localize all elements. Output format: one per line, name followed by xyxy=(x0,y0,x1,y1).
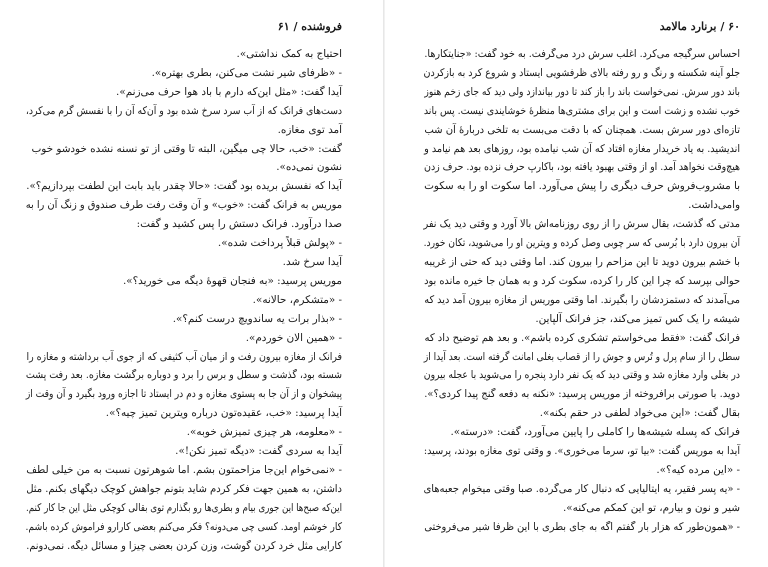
text-line: مدتی که گذشت، بقال سرش را از روی روزنامه‌اش بالا آورد و وقتی دید یک نفر xyxy=(423,218,740,231)
text-line: احساس سرگیجه می‌کرد. اغلب سرش درد می‌گرفت. به خود گفت: «جنایتکارها. xyxy=(424,48,740,60)
text-line: دوید. با صورتی برافروخته از موریس پرسید: «نکنه به دفعه گنج پیدا کردی؟». xyxy=(424,388,740,401)
text-line: آن بیرون دارد با بُرسی که سر چوبی وصل کرده و ویترین او را می‌شوید، تکان خورد. xyxy=(423,237,740,250)
text-line: خوب نشده و زشت است و این برای مشتری‌ها منظرهٔ خوشایندی نیست. پس باند xyxy=(423,104,740,117)
text-line: بقال گفت: «این می‌خواد لطفی در حقم بکنه». xyxy=(539,407,740,420)
text-line: شیشه را یک کس تمیز می‌کند، جز فرانک آلپاین. xyxy=(535,312,740,325)
text-line: تازه‌ای دور سرش بست. همچنان که با دقت می‌بست به تلخی دربارهٔ آن شب xyxy=(424,123,740,136)
right-page-body xyxy=(424,45,740,537)
text-line: این‌که صبح‌ها این جوری بیام و بطری‌ها رو بگذارم توی بقالی کوچکی مثل این جا کار کنم. xyxy=(26,501,342,514)
text-line: می‌آمدند که دستمزدشان را بگیرند. اما وقتی موریس از مغازه بیرون آمد دید که xyxy=(424,293,740,306)
text-line: اندیشید. به یاد خریدار مغازه افتاد که آن شب نیامده بود، روزهای بعد هم نیامد و xyxy=(424,142,740,155)
left-page-header: فروشنده / ۶۱ xyxy=(277,20,342,33)
text-line: در بغلی وارد مغازه شد و وقتی دید که یک نفر دارد پنجره را می‌شوید با عجله بیرون xyxy=(423,369,740,382)
text-line: با خشم بیرون دوید تا این مزاحم را بیرون کند. اما وقتی دید که حتی از غریبه xyxy=(423,255,740,268)
text-line: دست‌های فرانک که از آب سرد سرخ شده بود و آن‌که آن را با نفسش گرم می‌کرد، xyxy=(25,104,342,117)
text-line: شیر و نون و بیارم، تو این کمکم می‌کنه». xyxy=(562,501,740,514)
text-line: - «ظرفای شیر نشت می‌کنن، بطری بهتره». xyxy=(151,66,342,79)
text-line: باند دور سرش. نمی‌خواست باند را باز کند تا دور بیاندازد ولی دید که جای زخم هنوز xyxy=(424,85,740,98)
text-line: - «نمی‌خوام این‌جا مزاحمتون بشم. اما شوهرتون نسبت به من خیلی لطف xyxy=(26,463,342,476)
text-line: - «یه پسر فقیر، یه ایتالیایی که دنبال کار می‌گرده. صبا وقتی میخوام جعبه‌های xyxy=(423,482,740,495)
text-line: موریس پرسید: «به فنجان قهوهٔ دیگه می خورید؟». xyxy=(122,274,342,287)
text-line: فرانک گفت: «فقط می‌خواستم تشکری کرده باشم». و بعد هم توضیح داد که xyxy=(424,331,740,344)
text-line: حوالی بپرسد که چرا این کار را کرده، سکوت کرد و به همان جا خیره مانده بود xyxy=(424,274,740,287)
text-line: - «همین الان خوردم». xyxy=(245,331,342,344)
text-line: گفت: «خب، حالا چی میگین، البته تا وقتی از تو نسنه نشده خودشو خوب xyxy=(31,142,342,155)
text-line: با مشروب‌فروش حرف دیگری را پیش می‌آورد. اما سکوت او را به سکوت xyxy=(424,180,740,193)
text-line: داشتن، به همین جهت فکر کردم شاید بتونم جواهش کوچک دیگهای بکنم. مثل xyxy=(26,482,342,495)
text-line: آیدا به سردی گفت: «دیگه تمیز نکن!». xyxy=(175,445,342,458)
text-line: - «معلومه، هر چیزی تمیزش خوبه». xyxy=(186,426,342,439)
text-line: - «این مرده کیه؟». xyxy=(656,463,740,476)
text-line: آیدا به موریس گفت: «بیا تو، سرما می‌خوری». و وقتی توی مغازه بودند، پرسید: xyxy=(423,445,740,458)
text-line: سطل را از سام پرل و تُرس و جوش را از قصاب بغلی امانت گرفته است. بعد آیدا از xyxy=(423,350,740,363)
right-page-header: ۶۰ / برنارد مالامد xyxy=(659,20,740,33)
left-page-body xyxy=(26,45,342,555)
text-line: آیدا سرخ شد. xyxy=(282,255,342,268)
text-line: نشون نمی‌ده». xyxy=(276,161,342,174)
text-line: - «بذار برات یه ساندویچ درست کنم؟». xyxy=(172,312,342,325)
text-line: - «همون‌طور که هزار بار گفتم اگه به جای بطری با این ظرفا شیر می‌فروختی xyxy=(424,520,740,533)
text-line: آیدا پرسید: «خب، عقیده‌تون درباره ویترین تمیز چیه؟». xyxy=(105,407,342,420)
text-line: پیشخوان و از آن جا به پستوی مغازه و دم در ایستاد تا اجازه ورود بگیرد و آن وقت از xyxy=(25,388,342,401)
text-line: صدا درآورد. فرانک دستش را پس کشید و گفت: xyxy=(136,218,342,231)
text-line: آیدا گفت: «مثل این‌که دارم با باد هوا حرف می‌زنم». xyxy=(116,85,342,98)
text-line: هیچ‌وقت نخواهد آمد. او از وقتی بهبود یافته بود، باکارپ حرف نزده بود. حرف زدن xyxy=(424,161,740,174)
text-line: آمد توی مغازه. xyxy=(277,123,342,136)
text-line: فرانک که پسله شیشه‌ها را کاملی را پایین می‌آورد، گفت: «درسته». xyxy=(450,426,740,439)
text-line: فرانک از مغازه بیرون رفت و از میان آب کثیفی که از جوی آب برداشته و مغازه را xyxy=(26,350,343,363)
text-line: - «پولش قبلاً پرداخت شده». xyxy=(217,237,342,250)
text-line: شسته بود، گذشت و سطل و برس را برد و دوباره برگشت مغازه. بعد رفت پشت xyxy=(25,369,343,382)
text-line: وامی‌داشت. xyxy=(688,199,740,212)
text-line: کارایی مثل خرد کردن گوشت، وزن کردن بعضی چیزا و مسائل دیگه. نمی‌دونم. xyxy=(26,539,342,552)
text-line: احتیاج به کمک نداشتی». xyxy=(236,48,342,60)
text-line: جلو آینه شکسته و رنگ و رو رفته بالای ظرفشویی ایستاد و شروع کرد به بازکردن xyxy=(423,66,740,79)
text-line: آیدا که نفسش بریده بود گفت: «حالا چقدر باید بابت این لطفت بپردازیم؟». xyxy=(26,180,343,193)
right-page xyxy=(384,0,768,567)
text-line: موریس به فرانک گفت: «خوب» و آن وقت رفت طرف صندوق و زنگ آن را به xyxy=(25,199,343,212)
text-line: - «متشکرم، حالانه». xyxy=(252,293,342,306)
text-line: کار خوشم اومد. کسی چی می‌دونه؟ فکر می‌کنم بعضی کارارو فراموش کرده باشم. xyxy=(25,520,343,533)
